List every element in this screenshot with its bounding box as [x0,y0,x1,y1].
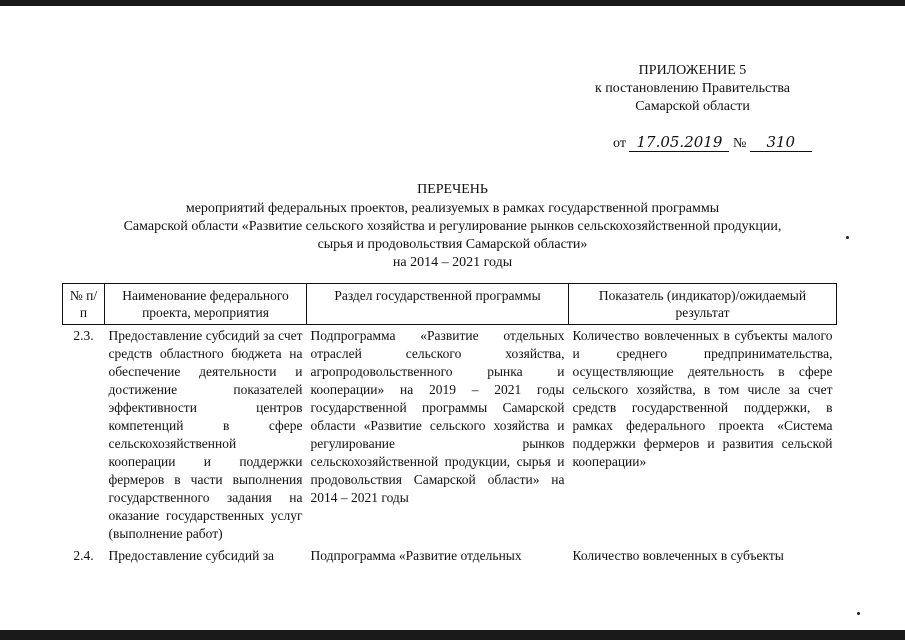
scan-speck [846,236,849,239]
subtitle-line: Самарской области «Развитие сельского хозяйства и регулирование рынков сельскохозяйственной продукции, [123,219,782,234]
row-number: 2.4. [73,548,94,563]
measures-table [62,283,837,565]
date-prefix: от [613,136,626,151]
table-header-row [63,284,837,325]
header-number: № п/п [63,284,105,325]
handwritten-date: 17.05.2019 [629,133,729,152]
table-row [63,545,837,565]
row-program-section: Подпрограмма «Развитие отдельных отраслей сельского хозяйства, агропродовольственного рынка и кооперации» на 2019 – 2021 годы государственной программы Самарской области «Развитие сельского хозяйства и регулирование рынков сельскохозяйственной продукции, сырья и продовольствия Самарской области» на 2014 – 2021 годы [310,328,565,505]
row-project-name: Предоставление субсидий за [108,548,275,563]
annex-title: ПРИЛОЖЕНИЕ 5 [638,63,747,78]
row-indicator: Количество вовлеченных в субъекты [572,548,784,563]
subtitle-line: мероприятий федеральных проектов, реализуемых в рамках государственной программы [185,201,720,216]
row-number: 2.3. [73,328,94,343]
table-row [63,325,837,546]
decree-dateline [613,133,812,152]
annex-header [560,62,825,116]
subtitle-line: сырья и продовольствия Самарской области» [317,237,588,252]
row-indicator: Количество вовлеченных в субъекты малого и среднего предпринимательства, осуществляющие деятельность в сфере сельского хозяйства, в том числе за счет средств государственной поддержки, в рамках федерального проекта «Система поддержки фермеров и развития сельской кооперации» [572,328,833,469]
scan-bottom-edge [0,630,905,640]
document-subtitle [40,200,865,272]
document-title: ПЕРЕЧЕНЬ [417,182,488,197]
annex-subtitle-line: к постановлению Правительства [594,81,791,96]
subtitle-line: на 2014 – 2021 годы [392,255,513,270]
header-indicator: Показатель (индикатор)/ожидаемый результат [569,284,837,325]
scan-top-edge [0,0,905,6]
header-program-section: Раздел государственной программы [307,284,569,325]
header-project-name: Наименование федерального проекта, мероприятия [105,284,307,325]
row-program-section: Подпрограмма «Развитие отдельных [310,548,522,563]
handwritten-number: 310 [750,133,812,152]
row-project-name: Предоставление субсидий за счет средств областного бюджета на обеспечение деятельности и достижение показателей эффективности центров компетенций в сфере сельскохозяйственной кооперации и поддержки фермеров в части выполнения государственного задания на оказание государственных услуг (выполнение работ) [108,328,303,541]
number-sign: № [732,136,747,151]
annex-region-line: Самарской области [635,99,750,114]
scan-speck [857,612,860,615]
